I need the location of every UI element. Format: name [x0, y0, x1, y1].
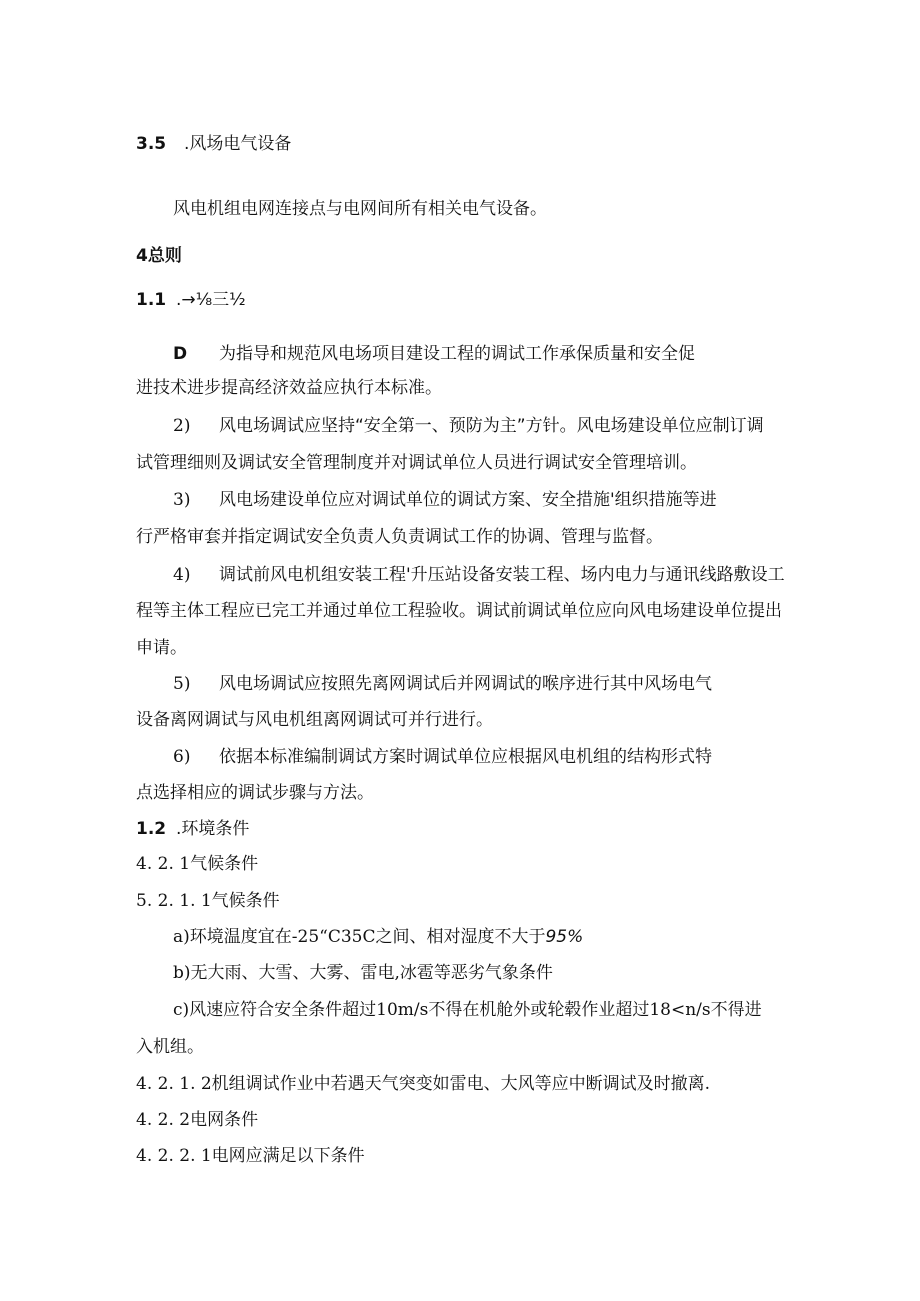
section-number: 1.1: [136, 290, 167, 310]
list-marker: D: [173, 344, 188, 364]
list-item-5-line-2: 设备离网调试与风电机组离网调试可并行进行。: [136, 710, 493, 730]
list-item-4-line-1: [173, 564, 785, 586]
condition-text: b)无大雨、大雪、大雾、雷电,冰雹等恶劣气象条件: [173, 963, 553, 983]
humidity-value: 95%: [545, 927, 584, 947]
list-item-2-line-2: 试管理细则及调试安全管理制度并对调试单位人员进行调试安全管理培训。: [136, 453, 697, 473]
condition-text: a)环境温度宜在-25“C35C之间、相对湿度不大于: [173, 927, 546, 947]
list-item-1-line-1: [173, 343, 695, 365]
list-marker: 5): [173, 674, 191, 694]
list-text: 为指导和规范风电场项目建设工程的调试工作承保质量和安全促: [219, 344, 695, 364]
subsection-5-2-1-1: [136, 890, 280, 912]
subsection-4-2-2-1: [136, 1145, 365, 1167]
list-marker: 2): [173, 416, 191, 436]
condition-a: [173, 926, 583, 948]
subsection-text: 4. 2. 1. 2机组调试作业中若遇天气突变如雷电、大风等应中断调试及时撤离.: [136, 1074, 711, 1094]
list-text: 调试前风电机组安装工程'升压站设备安装工程、场内电力与通讯线路敷设工: [219, 565, 785, 585]
list-marker: 3): [173, 490, 191, 510]
list-item-4-line-2: 程等主体工程应已完工并通过单位工程验收。调试前调试单位应向风电场建设单位提出: [136, 601, 782, 621]
condition-b: [173, 962, 553, 984]
list-item-3-line-2: 行严格审套并指定调试安全负责人负责调试工作的协调、管理与监督。: [136, 527, 663, 547]
list-marker: 4): [173, 565, 191, 585]
list-item-4-line-3: 申请。: [136, 638, 187, 658]
list-item-5-line-1: [173, 673, 712, 695]
list-text: 依据本标准编制调试方案时调试单位应根据风电机组的结构形式特: [219, 747, 712, 767]
list-text: 风电场调试应坚持“安全第一、预防为主”方针。风电场建设单位应制订调: [219, 416, 764, 436]
section-4-2-heading: [136, 818, 249, 840]
section-title: .环境条件: [176, 819, 250, 839]
section-3-5-heading: [136, 133, 291, 155]
list-marker: 6): [173, 747, 191, 767]
condition-c-line-2: 入机组。: [136, 1037, 204, 1057]
list-item-3-line-1: [173, 489, 717, 511]
subsection-text: 4. 2. 2电网条件: [136, 1110, 259, 1130]
section-number: 3.5: [136, 134, 167, 154]
section-title: .→⅛三½: [176, 290, 246, 310]
paragraph: 风电机组电网连接点与电网间所有相关电气设备。: [173, 199, 547, 219]
list-text: 风电场建设单位应对调试单位的调试方案、安全措施'组织措施等进: [219, 490, 717, 510]
list-item-6-line-2: 点选择相应的调试步骤与方法。: [136, 783, 374, 803]
chapter-4-heading: 4总则: [136, 246, 182, 266]
list-item-6-line-1: [173, 746, 712, 768]
list-item-2-line-1: [173, 415, 764, 437]
section-title: .风场电气设备: [184, 134, 292, 154]
condition-text: c)风速应符合安全条件超过10m/s不得在机舱外或轮毂作业超过18<n/s不得进: [173, 1000, 762, 1020]
subsection-text: 5. 2. 1. 1气候条件: [136, 891, 280, 911]
subsection-text: 4. 2. 1气候条件: [136, 854, 259, 874]
subsection-text: 4. 2. 2. 1电网应满足以下条件: [136, 1146, 365, 1166]
condition-c-line-1: [173, 999, 762, 1021]
section-4-1-heading: [136, 289, 246, 311]
list-text: 风电场调试应按照先离网调试后并网调试的喉序进行其中风场电气: [219, 674, 712, 694]
list-item-1-line-2: 进技术进步提高经济效益应执行本标准。: [136, 378, 442, 398]
section-number: 1.2: [136, 819, 167, 839]
subsection-4-2-1: [136, 853, 258, 875]
subsection-4-2-2: [136, 1109, 258, 1131]
subsection-4-2-1-2: [136, 1073, 710, 1095]
